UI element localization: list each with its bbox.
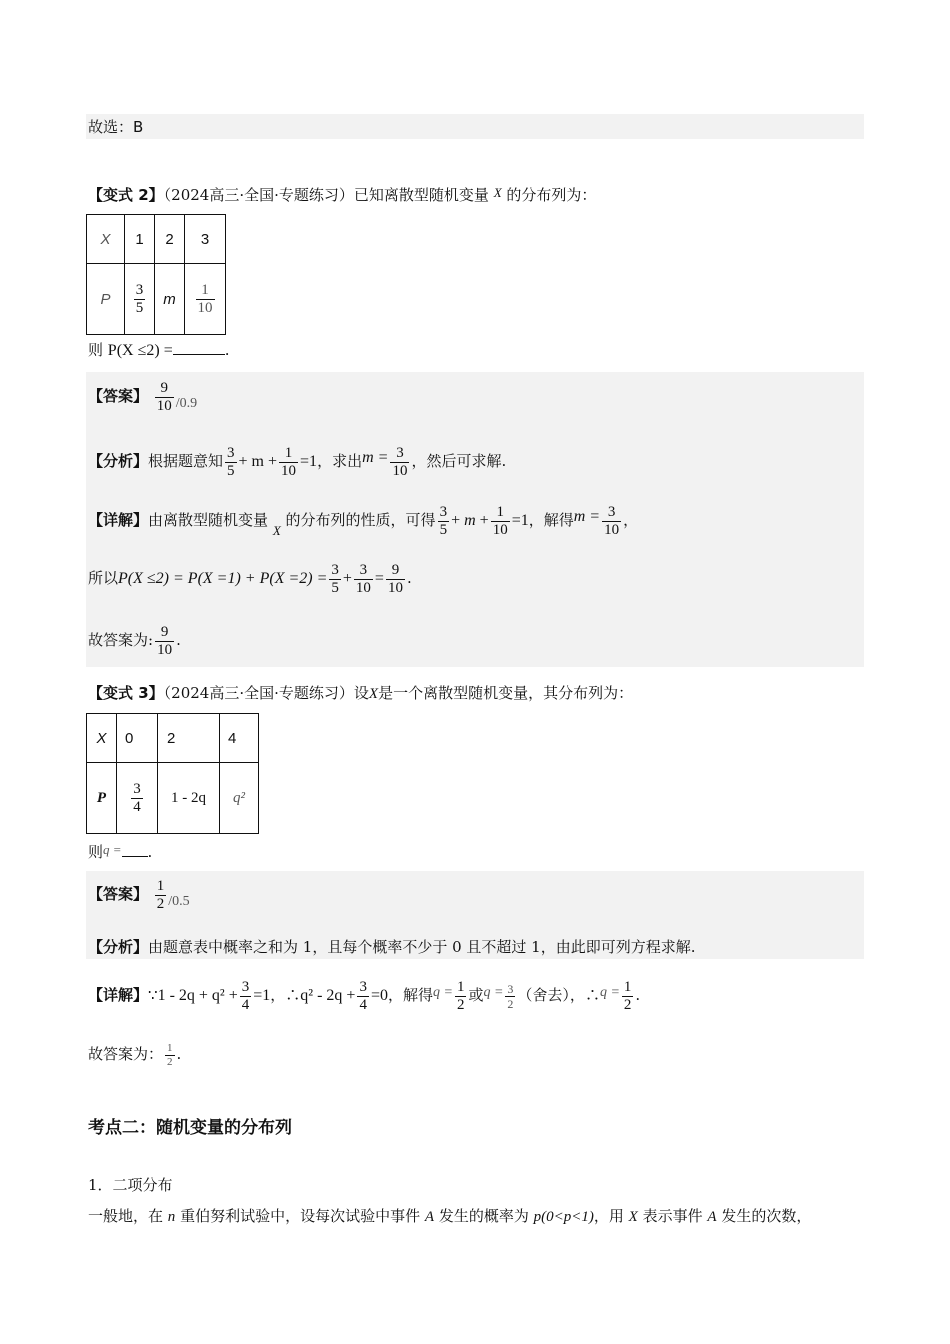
para-a: 一般地，在	[88, 1207, 164, 1225]
v3-question-expr: q =	[103, 842, 122, 857]
v3-detail-tag: 【详解】	[88, 986, 149, 1004]
para-A2: A	[707, 1209, 717, 1225]
v2-analysis-m: m =	[362, 449, 389, 466]
v2-analysis-a: 根据题意知	[148, 452, 224, 470]
variant2-table	[86, 214, 226, 335]
v3-eq1-b: =1	[253, 987, 271, 1004]
v3-question-prefix: 则	[88, 843, 104, 861]
v2-detail-var: X	[272, 523, 281, 538]
v2-detail-line: 【详解】由离散型随机变量 X 的分布列的性质，可得 $\frac{3}{5}$ + m + $\frac{1}{10}$ =1，解得m = $\frac{3}{10}$ ，	[88, 503, 639, 538]
variant2-question	[88, 340, 230, 361]
v2-cell-1: 1	[125, 215, 155, 264]
para-f: 发生的次数，	[721, 1207, 812, 1225]
variant2-source: （2024高三·全国·专题练习）	[163, 186, 354, 204]
v2-final-line: 故答案为: $\frac{9}{10}$ .	[88, 623, 181, 658]
variant2-var: X	[493, 185, 502, 200]
para-c: 发生的概率为	[438, 1207, 529, 1225]
v2-p1-den: 5	[135, 299, 144, 316]
v3-cell-2: 2	[158, 714, 220, 763]
v2-answer-tag: 【答案】	[88, 387, 149, 405]
v3-q1: q =	[433, 985, 453, 1000]
para-b: 重伯努利试验中，设每次试验中事件	[180, 1207, 421, 1225]
v3-cell-4: 4	[220, 714, 259, 763]
v3-detail-line: 【详解】∵1 - 2q + q² + $\frac{3}{4}$ =1，∴q² - 2q + $\frac{3}{4}$ =0，解得q = $\frac{1}{2}$ 或q = $\frac{3}{2}$ （舍去），∴q = $\frac{1}{2}$ .	[88, 978, 641, 1013]
v2-ans-den: 10	[156, 397, 172, 414]
v2-analysis-line: 【分析】根据题意知 $\frac{3}{5}$ + m + $\frac{1}{10}$ =1，求出m = $\frac{3}{10}$ ，然后可求解.	[88, 444, 507, 479]
section-title: 考点二：随机变量的分布列	[88, 1118, 292, 1138]
v2-detail-a: 由离散型随机变量	[148, 511, 269, 529]
para-X: X	[628, 1209, 638, 1225]
v2-ans-num: 9	[155, 380, 174, 398]
variant2-text-b: 的分布列为：	[506, 186, 597, 204]
v3-because-symbol: ∵	[148, 986, 158, 1004]
v2-so-end: .	[406, 569, 412, 587]
v3-answer-alt: /0.5	[168, 894, 190, 909]
v3-or: 或	[468, 986, 484, 1004]
variant3-text-a: 设	[353, 684, 369, 702]
v3-analysis-text: 由题意表中概率之和为 1，且每个概率不少于 0 且不超过 1，由此即可列方程求解.	[148, 938, 696, 956]
v2-so-prefix: 所以	[88, 569, 119, 587]
variant3-var: X	[368, 686, 379, 702]
v3-analysis-line	[88, 937, 696, 957]
para-A: A	[424, 1209, 435, 1225]
v2-answer-blank	[173, 340, 225, 355]
v2-cell-p: P	[87, 264, 125, 335]
v2-analysis-eq-end: =1	[300, 453, 318, 470]
variant2-heading	[88, 183, 596, 205]
v2-cell-p2: m	[155, 264, 185, 335]
variant3-tag: 【变式 3】	[88, 684, 164, 702]
v3-sep1: ，	[270, 986, 286, 1004]
v2-answer-alt: /0.9	[175, 396, 198, 411]
para-e: 表示事件	[642, 1207, 703, 1225]
v2-cell-p3	[185, 264, 226, 335]
variant3-question	[88, 840, 152, 862]
v3-detail-end: .	[635, 986, 641, 1004]
v2-detail-end: ，	[623, 511, 639, 529]
v2-cell-x: X	[87, 215, 125, 264]
v3-question-end: .	[147, 843, 153, 861]
v3-answer-blank	[122, 842, 148, 857]
variant3-heading	[88, 683, 633, 704]
v2-cell-3: 3	[185, 215, 226, 264]
v3-ans-den: 2	[156, 895, 165, 912]
v2-p1-num: 3	[135, 281, 144, 298]
v2-p3-den: 10	[197, 299, 213, 316]
v2-analysis-c: ，然后可求解.	[411, 452, 507, 470]
v3-cell-p1	[117, 763, 158, 834]
v2-question-prefix: 则	[88, 341, 104, 359]
v2-answer-line	[88, 376, 197, 416]
v3-therefore-symbol: ∴	[285, 986, 301, 1004]
section-paragraph	[88, 1206, 811, 1227]
prev-answer-line: 故选：B	[88, 118, 144, 136]
v3-final-end: .	[176, 1045, 182, 1063]
v2-final-prefix: 故答案为:	[88, 631, 154, 649]
v3-answer-tag: 【答案】	[88, 885, 149, 903]
v3-cell-0: 0	[117, 714, 158, 763]
answer-block-prev	[86, 114, 864, 139]
v3-cell-p2: 1 - 2q	[158, 763, 220, 834]
v2-so-expr: P(X ≤2) = P(X =1) + P(X =2) =	[118, 570, 328, 587]
v3-sep2: ，解得	[387, 986, 433, 1004]
v2-detail-c: ，解得	[528, 511, 574, 529]
v2-p3-num: 1	[196, 282, 215, 300]
v2-question-expr: P(X ≤2) =	[107, 342, 173, 359]
v3-q2: q =	[483, 985, 504, 1000]
v3-p1-den: 4	[133, 798, 141, 815]
v2-so-line: 所以P(X ≤2) = P(X =1) + P(X =2) = $\frac{3}{5}$ + $\frac{3}{10}$ = $\frac{9}{10}$ .	[88, 561, 412, 596]
section-item-title: 1．二项分布	[88, 1176, 173, 1194]
v3-p1-num: 3	[133, 780, 141, 797]
v3-cell-x: X	[87, 714, 117, 763]
v3-answer-line	[88, 874, 190, 914]
v2-analysis-eq-part: + m +	[238, 453, 278, 470]
v3-ans-num: 1	[156, 877, 165, 894]
v2-detail-b: 的分布列的性质，可得	[285, 511, 436, 529]
v3-analysis-tag: 【分析】	[88, 938, 149, 956]
para-d: ，用	[593, 1207, 624, 1225]
variant2-tag: 【变式 2】	[88, 186, 164, 204]
v3-q3: q =	[599, 985, 620, 1000]
v3-eq2-a: q² - 2q +	[300, 987, 356, 1004]
variant3-source: （2024高三·全国·专题练习）	[163, 684, 354, 702]
v2-detail-tag: 【详解】	[88, 511, 149, 529]
v2-analysis-tag: 【分析】	[88, 452, 149, 470]
v2-cell-p1	[125, 264, 155, 335]
para-n: n	[167, 1209, 176, 1225]
para-p: p(0<p<1)	[533, 1209, 594, 1225]
variant3-text-b: 是一个离散型随机变量，其分布列为：	[378, 684, 634, 702]
v3-cell-p: P	[87, 763, 117, 834]
variant3-table	[86, 713, 259, 834]
v3-eq1-a: 1 - 2q + q² +	[157, 987, 238, 1004]
v2-analysis-b: ，求出	[317, 452, 363, 470]
v3-final-line: 故答案为： $\frac{1}{2}$ .	[88, 1041, 182, 1068]
v3-eq2-b: =0	[370, 987, 388, 1004]
v2-question-end: .	[224, 341, 230, 359]
v3-final-prefix: 故答案为：	[88, 1045, 164, 1063]
v3-discard: （舍去），	[517, 986, 585, 1004]
v3-cell-p3: q²	[220, 763, 259, 834]
v2-final-end: .	[176, 631, 181, 649]
variant2-text-a: 已知离散型随机变量	[353, 186, 489, 204]
v2-cell-2: 2	[155, 215, 185, 264]
